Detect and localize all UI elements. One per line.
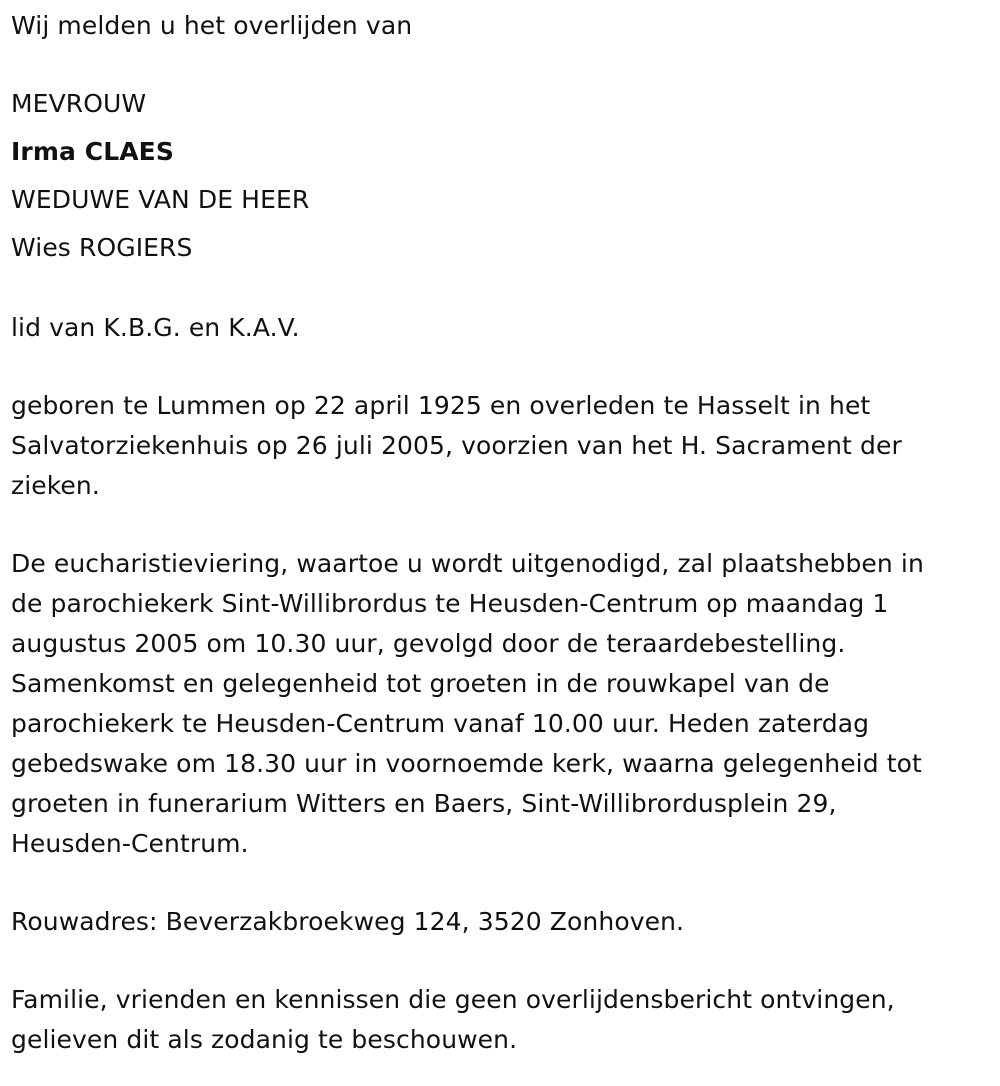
paragraph-line: Salvatorziekenhuis op 26 juli 2005, voorzien van het H. Sacrament der xyxy=(11,431,902,460)
paragraph-line: gelieven dit als zodanig te beschouwen. xyxy=(11,1025,518,1054)
ceremony-paragraph xyxy=(11,544,991,864)
paragraph-line: augustus 2005 om 10.30 uur, gevolgd door de teraardebestelling. xyxy=(11,629,846,658)
paragraph-line: De eucharistieviering, waartoe u wordt uitgenodigd, zal plaatshebben in xyxy=(11,549,924,578)
spouse-name: Wies ROGIERS xyxy=(11,233,193,262)
paragraph-line: parochiekerk te Heusden-Centrum vanaf 10.00 uur. Heden zaterdag xyxy=(11,709,870,738)
death-notice xyxy=(11,0,991,1060)
paragraph-line: groeten in funerarium Witters en Baers, Sint-Willibrordusplein 29, xyxy=(11,789,837,818)
membership-text: lid van K.B.G. en K.A.V. xyxy=(11,313,300,342)
paragraph-line: de parochiekerk Sint-Willibrordus te Heusden-Centrum op maandag 1 xyxy=(11,589,889,618)
mourning-address: Rouwadres: Beverzakbroekweg 124, 3520 Zonhoven. xyxy=(11,907,685,936)
paragraph-line: Samenkomst en gelegenheid tot groeten in de rouwkapel van de xyxy=(11,669,830,698)
paragraph-line: Familie, vrienden en kennissen die geen overlijdensbericht ontvingen, xyxy=(11,985,895,1014)
paragraph-line: geboren te Lummen op 22 april 1925 en overleden te Hasselt in het xyxy=(11,391,871,420)
deceased-name: Irma CLAES xyxy=(11,137,174,166)
birth-death-paragraph xyxy=(11,386,991,506)
deceased-block xyxy=(11,80,991,272)
paragraph-line: gebedswake om 18.30 uur in voornoemde kerk, waarna gelegenheid tot xyxy=(11,749,922,778)
salutation: MEVROUW xyxy=(11,89,147,118)
closing-paragraph xyxy=(11,980,991,1060)
paragraph-line: zieken. xyxy=(11,471,100,500)
widow-label: WEDUWE VAN DE HEER xyxy=(11,185,310,214)
intro-text: Wij melden u het overlijden van xyxy=(11,11,413,40)
paragraph-line: Heusden-Centrum. xyxy=(11,829,249,858)
